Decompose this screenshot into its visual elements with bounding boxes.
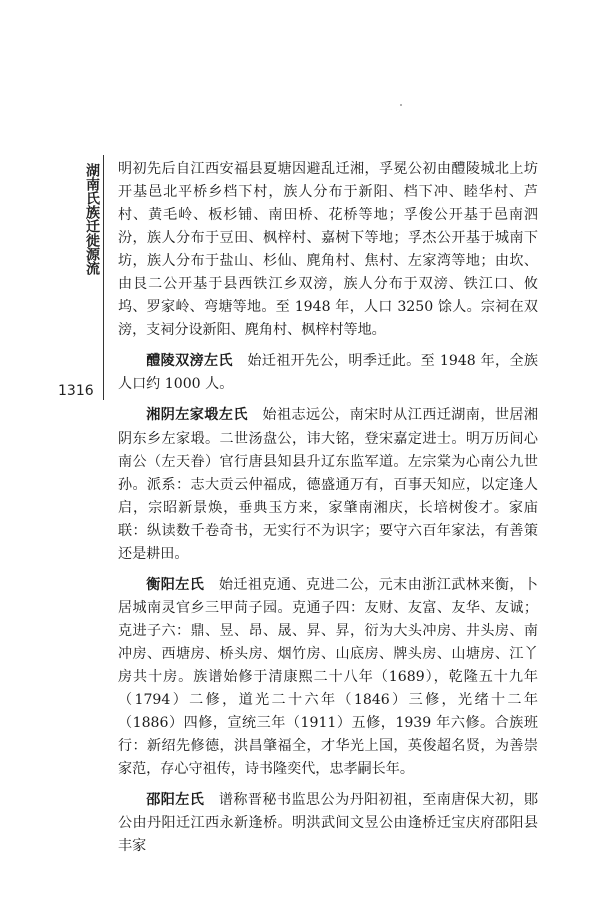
entry-shaoyang-zuo — [118, 789, 538, 858]
entry-shuangpang-zuo — [118, 350, 538, 396]
paragraph-heading: 湘阴左家塅左氏 — [146, 407, 248, 424]
entry-hengyang-zuo — [118, 574, 538, 781]
paragraph-heading: 衡阳左氏 — [146, 576, 205, 593]
paragraph-body: 明初先后自江西安福县夏塘因避乱迁湘，孚冕公初由醴陵城北上坊开基邑北平桥乡档下村，族人分布于新阳、档下冲、睦华村、芦村、黄毛岭、板杉铺、南田桥、花桥等地；孚俊公开基于邑南泗汾，族人分布于豆田、枫梓村、嘉树下等地；孚杰公开基于城南下坊，族人分布于盐山、杉仙、麂角村、焦村、左家湾等地；由坎、由艮二公开基于县西铁江乡双滂，族人分布于双滂、铁江口、攸坞、罗家岭、弯塘等地。至 1948 年，人口 3250 馀人。宗祠在双滂，支祠分设新阳、麂角村、枫梓村等地。 — [118, 161, 538, 339]
paragraph-heading: 邵阳左氏 — [146, 792, 205, 809]
paragraph-body: 始祖志远公，南宋时从江西迁湖南，世居湘阴东乡左家塅。二世汤盘公，讳大铭，登宋嘉定进士。明万历间心南公（左天眷）官行唐县知县升辽东监军道。左宗棠为心南公九世孙。派系：志大贡云仲福成，德盛通万有，百事天知应，以定逢人启，宗昭新景焕，垂典玉方来，家肇南湘庆，长培树俊才。家庙联：纵读数千卷奇书，无实行不为识字；要守六百年家法，有善策还是耕田。 — [118, 407, 539, 562]
paragraph-heading: 醴陵双滂左氏 — [146, 353, 233, 370]
speck — [400, 104, 402, 106]
paragraph-0 — [118, 158, 538, 342]
running-title: 湖南氏族迁徙源流 — [84, 163, 100, 275]
paragraph-body: 始迁祖开先公，明季迁此。至 1948 年，全族人口约 1000 人。 — [118, 353, 539, 393]
margin-rule — [103, 155, 104, 400]
paragraph-body: 始迁祖克通、克进二公，元末由浙江武林来衡，卜居城南灵官乡三甲苘子园。克通子四：友财、友富、友华、友诚；克进子六：鼎、昱、昂、晟、昇、昇，衍为大头冲房、井头房、南冲房、西塘房、桥头房、烟竹房、山底房、牌头房、山塘房、江丫房共十房。族谱始修于清康熙二十八年（1689），乾隆五十九年（1794）二修，道光二十六年（1846）三修，光绪十二年（1886）四修，宣统三年（1911）五修，1939 年六修。合族班行：新绍先修德，洪昌肇福全，才华光上国，英俊超名贤，为善崇家范，存心守祖传，诗书隆奕代，忠孝嗣长年。 — [118, 576, 539, 778]
body-text — [118, 158, 538, 858]
paragraph-body: 谱称晋秘书监思公为丹阳初祖，至南唐保大初，郥公由丹阳迁江西永新逢桥。明洪武间文昱公由逢桥迁宝庆府邵阳县丰家 — [118, 792, 539, 855]
page-number: 1316 — [58, 383, 94, 399]
entry-xiangyin-zuo — [118, 404, 538, 565]
